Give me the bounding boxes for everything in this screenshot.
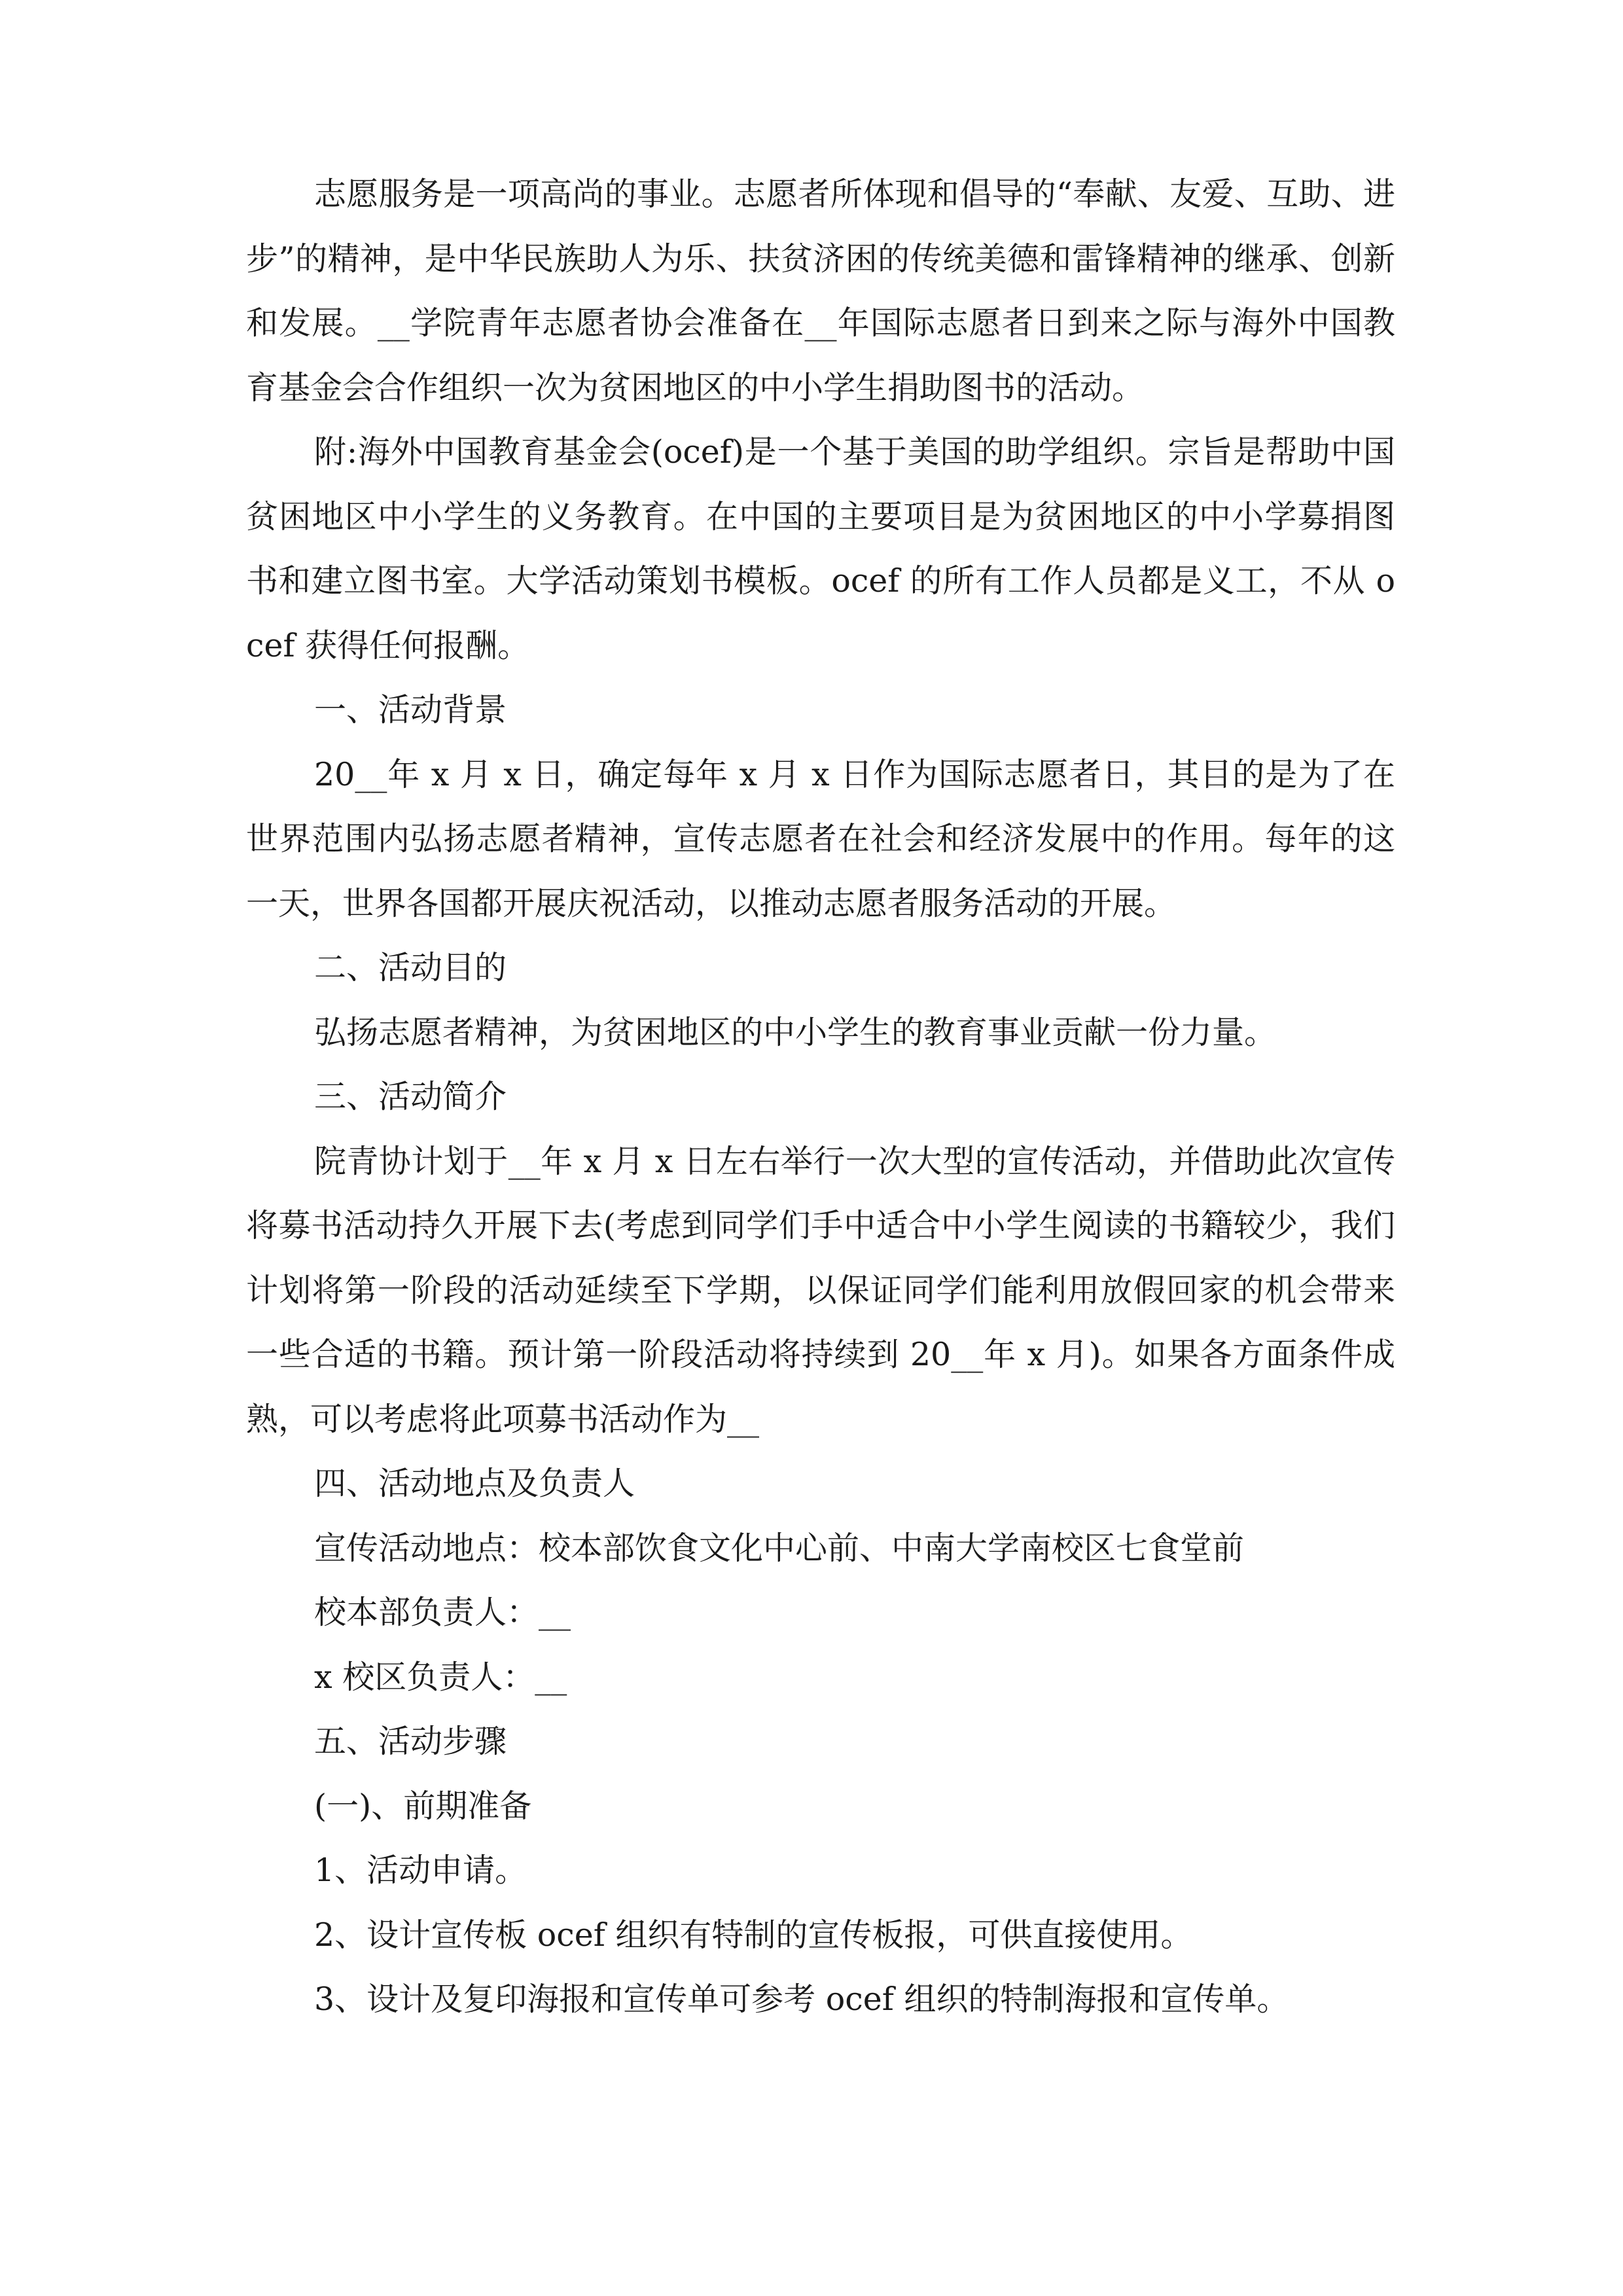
paragraph-location: 宣传活动地点：校本部饮食文化中心前、中南大学南校区七食堂前 — [314, 1529, 1245, 1567]
paragraph-x-campus-lead: x 校区负责人：__ — [314, 1658, 567, 1696]
list-item-step-1: 1、活动申请。 — [314, 1852, 527, 1889]
heading-steps: 五、活动步骤 — [314, 1723, 507, 1760]
document-body — [246, 162, 1395, 2032]
paragraph-introduction: 院青协计划于__年 x 月 x 日左右举行一次大型的宣传活动，并借助此次宣传将募书活动持久开展下去(考虑到同学们手中适合中小学生阅读的书籍较少，我们计划将第一阶段的活动延续至下学期，以保证同学们能利用放假回家的机会带来一些合适的书籍。预计第一阶段活动将持续到 20__年 x 月)。如果各方面条件成熟，可以考虑将此项募书活动作为__ — [246, 1142, 1395, 1438]
paragraph-intro: 志愿服务是一项高尚的事业。志愿者所体现和倡导的“奉献、友爱、互助、进步”的精神，是中华民族助人为乐、扶贫济困的传统美德和雷锋精神的继承、创新和发展。__学院青年志愿者协会准备在__年国际志愿者日到来之际与海外中国教育基金会合作组织一次为贫困地区的中小学生捐助图书的活动。 — [246, 175, 1395, 406]
heading-introduction: 三、活动简介 — [314, 1078, 507, 1115]
subheading-preparation: (一)、前期准备 — [314, 1787, 532, 1825]
list-item-step-2: 2、设计宣传板 ocef 组织有特制的宣传板报，可供直接使用。 — [314, 1916, 1193, 1954]
paragraph-ocef-note: 附:海外中国教育基金会(ocef)是一个基于美国的助学组织。宗旨是帮助中国贫困地区中小学生的义务教育。在中国的主要项目是为贫困地区的中小学募捐图书和建立图书室。大学活动策划书模板。ocef 的所有工作人员都是义工，不从 ocef 获得任何报酬。 — [246, 433, 1395, 664]
heading-purpose: 二、活动目的 — [314, 949, 507, 986]
list-item-step-3: 3、设计及复印海报和宣传单可参考 ocef 组织的特制海报和宣传单。 — [314, 1981, 1289, 2018]
heading-background: 一、活动背景 — [314, 691, 507, 728]
heading-location: 四、活动地点及负责人 — [314, 1465, 635, 1502]
paragraph-background: 20__年 x 月 x 日，确定每年 x 月 x 日作为国际志愿者日，其目的是为了在世界范围内弘扬志愿者精神，宣传志愿者在社会和经济发展中的作用。每年的这一天，世界各国都开展庆祝活动，以推动志愿者服务活动的开展。 — [246, 755, 1395, 922]
paragraph-purpose: 弘扬志愿者精神，为贫困地区的中小学生的教育事业贡献一份力量。 — [314, 1013, 1277, 1051]
paragraph-main-campus-lead: 校本部负责人：__ — [314, 1594, 571, 1631]
